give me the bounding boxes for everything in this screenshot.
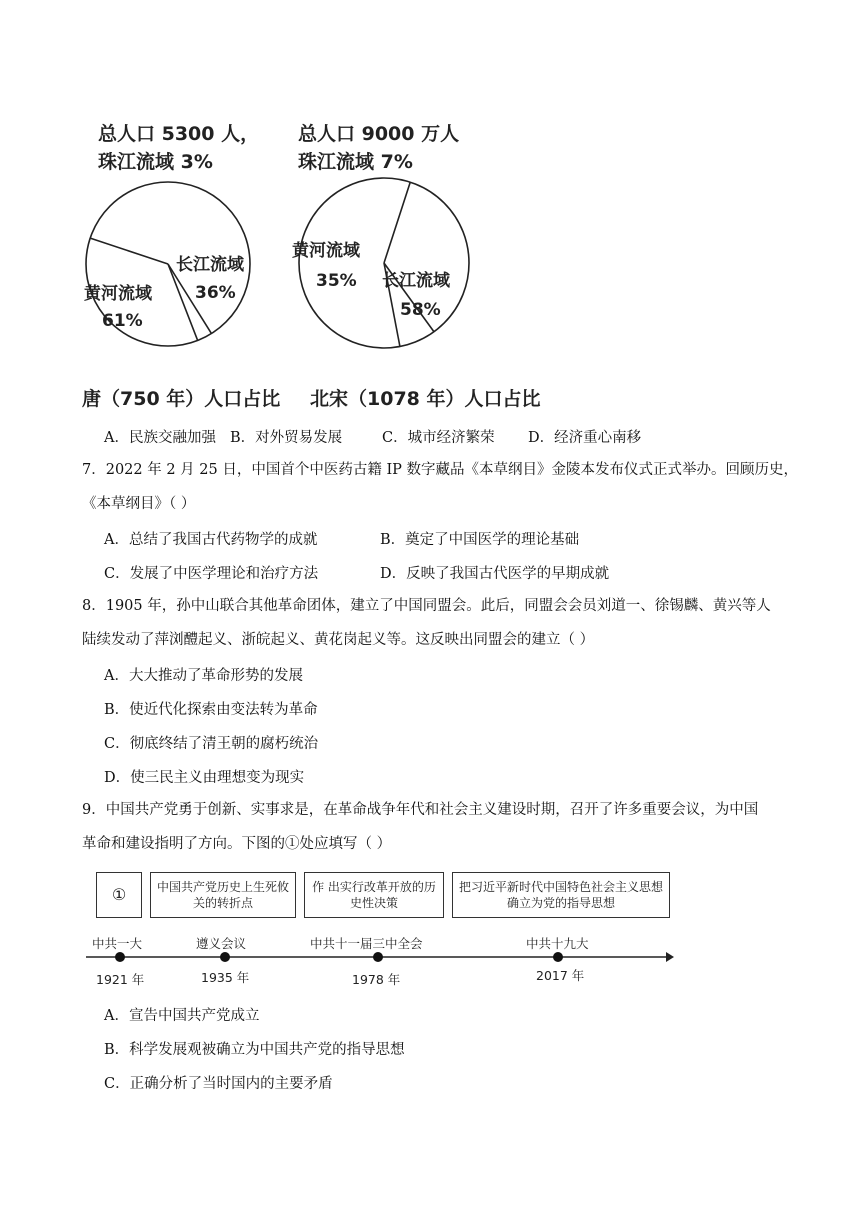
- timeline-dot-1921: [115, 952, 125, 962]
- pie-charts: [70, 170, 550, 370]
- timeline-event-1: 中共一大: [92, 936, 143, 951]
- pie2-title: 北宋（1078 年）人口占比: [310, 388, 541, 410]
- timeline-box-zunyi: 中国共产党历史上生死攸关的转折点: [150, 872, 296, 918]
- pie2-value-changjiang: 58%: [400, 300, 441, 320]
- q7-option-c: C．发展了中医学理论和治疗方法: [104, 566, 319, 582]
- q9-stem-line1: 9．中国共产党勇于创新、实事求是，在革命战争年代和社会主义建设时期，召开了许多重要会议，为中国: [82, 802, 759, 818]
- timeline-year-1: 1921 年: [96, 972, 145, 987]
- timeline-year-4: 2017 年: [536, 968, 585, 983]
- q7-option-b: B．奠定了中国医学的理论基础: [380, 532, 580, 548]
- timeline-event-4: 中共十九大: [526, 936, 589, 951]
- q7-option-d: D．反映了我国古代医学的早期成就: [380, 566, 610, 582]
- timeline-year-3: 1978 年: [352, 972, 401, 987]
- pie1-boundary-2: [90, 238, 168, 264]
- pie1-boundary-3: [168, 264, 198, 340]
- pie1-header: [98, 120, 259, 176]
- q8-stem-line2: 陆续发动了萍浏醴起义、浙皖起义、黄花岗起义等。这反映出同盟会的建立（ ）: [82, 632, 595, 648]
- timeline-box-third-plenum: 作 出实行改革开放的历史性决策: [304, 872, 444, 918]
- q9-option-a: A．宣告中国共产党成立: [104, 1008, 260, 1024]
- pie1-title: 唐（750 年）人口占比: [82, 388, 281, 410]
- pie2-label-changjiang: 长江流域: [382, 271, 450, 291]
- pie1-label-huanghe: 黄河流域: [84, 284, 152, 304]
- q9-stem-line2: 革命和建设指明了方向。下图的①处应填写（ ）: [82, 836, 392, 852]
- q8-stem-line1: 8．1905 年，孙中山联合其他革命团体，建立了中国同盟会。此后，同盟会会员刘道一、徐锡麟、黄兴等人: [82, 598, 771, 614]
- q8-option-c: C．彻底终结了清王朝的腐朽统治: [104, 736, 319, 752]
- pie1-header-line2: 珠江流域 3%: [98, 151, 213, 173]
- pie2-value-huanghe: 35%: [316, 271, 357, 291]
- timeline-box-19th-congress: 把习近平新时代中国特色社会主义思想确立为党的指导思想: [452, 872, 670, 918]
- pie1-header-line1: 总人口 5300 人，: [98, 123, 260, 145]
- timeline-box-blank: ①: [96, 872, 142, 918]
- pie1-value-changjiang: 36%: [195, 283, 236, 303]
- timeline-dot-1978: [373, 952, 383, 962]
- timeline-dot-2017: [553, 952, 563, 962]
- pie2-label-huanghe: 黄河流域: [292, 241, 360, 261]
- pie2-boundary-2: [384, 182, 410, 263]
- q8-option-b: B．使近代化探索由变法转为革命: [104, 702, 318, 718]
- q6-option-a: A．民族交融加强: [104, 430, 216, 446]
- q8-option-a: A．大大推动了革命形势的发展: [104, 668, 303, 684]
- pie2: [299, 178, 469, 348]
- q8-option-d: D．使三民主义由理想变为现实: [104, 770, 305, 786]
- pie1-value-huanghe: 61%: [102, 311, 143, 331]
- pie2-header-line1: 总人口 9000 万人: [298, 123, 460, 145]
- q7-option-a: A．总结了我国古代药物学的成就: [104, 532, 318, 548]
- q7-stem-line2: 《本草纲目》（ ）: [82, 496, 196, 512]
- q9-option-c: C．正确分析了当时国内的主要矛盾: [104, 1076, 333, 1092]
- q6-option-b: B．对外贸易发展: [230, 430, 343, 446]
- timeline-arrow-head: [666, 952, 674, 962]
- timeline-dot-1935: [220, 952, 230, 962]
- timeline-event-3: 中共十一届三中全会: [310, 936, 423, 951]
- q7-stem-line1: 7．2022 年 2 月 25 日，中国首个中医药古籍 IP 数字藏品《本草纲目》金陵本发布仪式正式举办。回顾历史，: [82, 462, 799, 478]
- timeline-year-2: 1935 年: [201, 970, 250, 985]
- pie2-header-line2: 珠江流域 7%: [298, 151, 413, 173]
- q6-option-c: C．城市经济繁荣: [382, 430, 495, 446]
- pie1-label-changjiang: 长江流域: [176, 255, 244, 275]
- pie2-header: [298, 120, 459, 176]
- timeline-event-2: 遵义会议: [196, 936, 247, 951]
- q6-option-d: D．经济重心南移: [528, 430, 642, 446]
- q9-option-b: B．科学发展观被确立为中国共产党的指导思想: [104, 1042, 405, 1058]
